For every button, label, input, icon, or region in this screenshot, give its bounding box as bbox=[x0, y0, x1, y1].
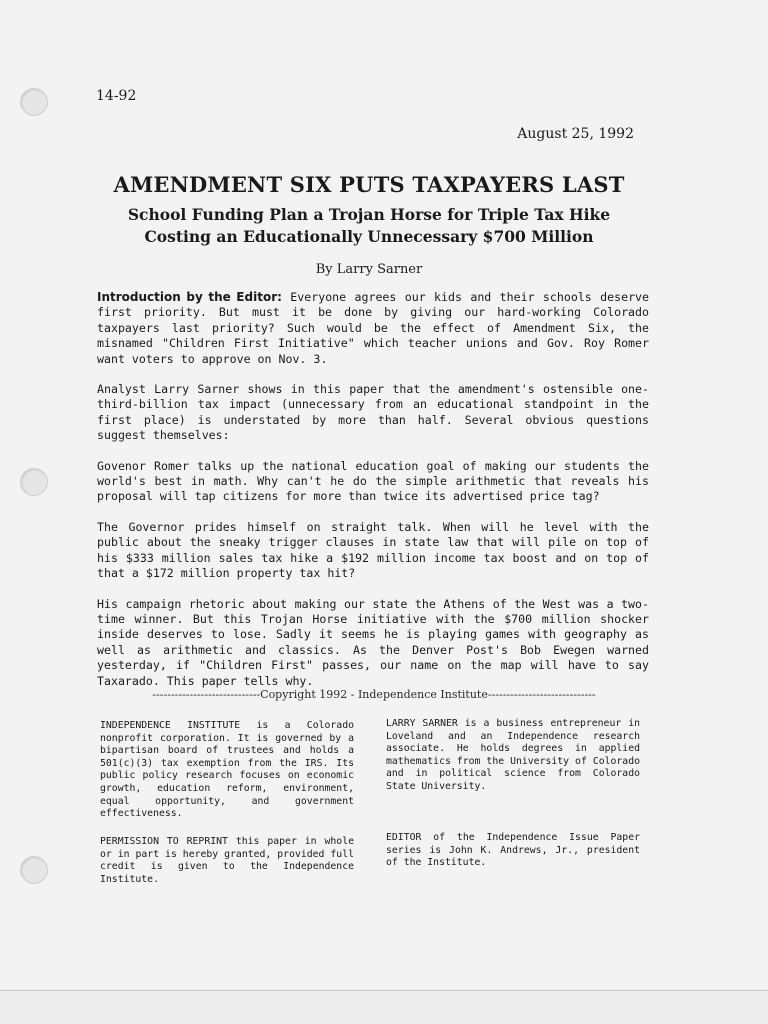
article-body bbox=[97, 290, 649, 704]
body-paragraph: The Governor prides himself on straight talk. When will he level with the public about the sneaky trigger clauses in state law that will pile on top of his $333 million sales tax hike a $192 million income tax boost and on top of that a $172 million property tax hit? bbox=[97, 519, 649, 581]
intro-paragraph bbox=[97, 290, 649, 367]
author-note-text: LARRY SARNER is a business entrepreneur in Loveland and an Independence research associate. He holds degrees in applied mathematics from the University of Colorado and in political science from Colorado State University. bbox=[386, 718, 640, 792]
publication-date: August 25, 1992 bbox=[517, 126, 634, 142]
byline: By Larry Sarner bbox=[315, 262, 423, 277]
editor-note-text: EDITOR of the Independence Issue Paper series is John K. Andrews, Jr., president of the Institute. bbox=[386, 832, 640, 869]
body-paragraph: Govenor Romer talks up the national education goal of making our students the world's best in math. Why can't he do the simple arithmetic that reveals his proposal will tap citizens for more than twice its advertised price tag? bbox=[97, 458, 649, 504]
permission-note bbox=[100, 836, 354, 886]
subtitle-line-1: School Funding Plan a Trojan Horse for Triple Tax Hike bbox=[127, 205, 611, 224]
author-note bbox=[386, 718, 640, 794]
document-title: AMENDMENT SIX PUTS TAXPAYERS LAST bbox=[113, 172, 625, 197]
document-subtitle bbox=[0, 204, 738, 248]
punch-hole bbox=[20, 856, 48, 884]
punch-hole bbox=[20, 88, 48, 116]
institute-note-text: INDEPENDENCE INSTITUTE is a Colorado nonprofit corporation. It is governed by a bipartisan board of trustees and holds a 501(c)(3) tax exemption from the IRS. Its public policy research focuses on economic growth, education reform, environment, equal opportunity, and government effectiveness. bbox=[100, 720, 354, 820]
permission-note-text: PERMISSION TO REPRINT this paper in whole or in part is hereby granted, provided full credit is given to the Independence Institute. bbox=[100, 836, 354, 885]
body-paragraph: His campaign rhetoric about making our state the Athens of the West was a two-time winner. But this Trojan Horse initiative with the $700 million shocker inside deserves to lose. Sadly it seems he is playing games with geography as well as arithmetic and classics. As the Denver Post's Bob Ewegen warned yesterday, if "Children First" passes, our name on the map will have to say Taxarado. This paper tells why. bbox=[97, 596, 649, 688]
body-paragraph: Analyst Larry Sarner shows in this paper that the amendment's ostensible one-third-billion tax impact (unnecessary from an educational standpoint in the first place) is understated by more than half. Several obvious questions suggest themselves: bbox=[97, 382, 649, 443]
intro-lead: Introduction by the Editor: bbox=[97, 290, 282, 304]
subtitle-line-2: Costing an Educationally Unnecessary $700 Million bbox=[144, 227, 594, 246]
institute-note bbox=[100, 720, 354, 821]
editor-note bbox=[386, 832, 640, 870]
document-number: 14-92 bbox=[96, 88, 137, 104]
punch-hole bbox=[20, 468, 48, 496]
copyright-rule: -----------------------------Copyright 1992 - Independence Institute----------------------------- bbox=[152, 688, 596, 701]
paragraph-text: Everyone agrees our kids and their schools deserve first priority. But must it be done by giving our hard-working Colorado taxpayers last priority? Such would be the effect of Amendment Six, the misnamed "Children First Initiative" which teacher unions and Gov. Roy Romer want voters to approve on Nov. 3. bbox=[97, 290, 650, 366]
